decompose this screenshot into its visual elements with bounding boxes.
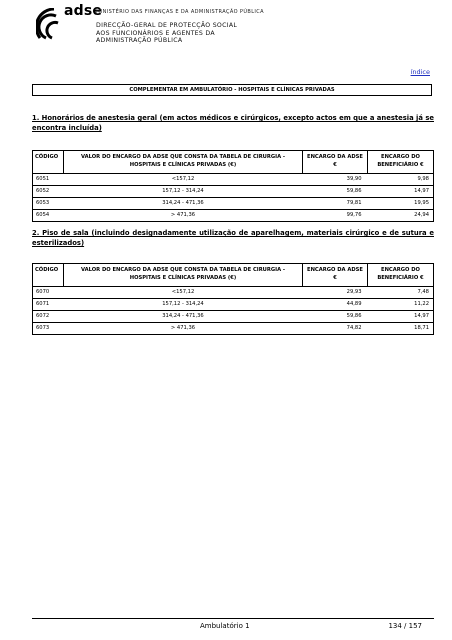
- table-row: 6054 > 471,36 99,76 24,94: [33, 210, 434, 222]
- footer-section-name: Ambulatório 1: [200, 622, 250, 630]
- table-anesthesia: [32, 150, 434, 222]
- table-row: 6053 314,24 - 471,36 79,81 19,95: [33, 198, 434, 210]
- table-row: 6071 157,12 - 314,24 44,89 11,22: [33, 299, 434, 311]
- table-row: 6052 157,12 - 314,24 59,86 14,97: [33, 186, 434, 198]
- col-adse: ENCARGO DA ADSE €: [303, 264, 368, 287]
- col-code: CÓDIGO: [33, 151, 64, 174]
- table-row: 6072 314,24 - 471,36 59,86 14,97: [33, 311, 434, 323]
- col-beneficiary: ENCARGO DO BENEFICIÁRIO €: [368, 264, 434, 287]
- section-banner: COMPLEMENTAR EM AMBULATÓRIO - HOSPITAIS E CLÍNICAS PRIVADAS: [32, 84, 432, 96]
- col-code: CÓDIGO: [33, 264, 64, 287]
- directorate-name: DIRECÇÃO-GERAL DE PROTECÇÃO SOCIAL AOS FUNCIONÁRIOS E AGENTES DA ADMINISTRAÇÃO PÚBLICA: [96, 22, 238, 45]
- section-2-heading: 2. Piso de sala (incluindo designadamente utilização de aparelhagem, materiais cirúrgico e de sutura e esterilizados): [32, 229, 434, 247]
- table-row: 6070 <157,12 29,93 7,48: [33, 287, 434, 299]
- table-row: 6051 <157,12 39,90 9,98: [33, 174, 434, 186]
- brand-name: adse: [64, 3, 103, 19]
- col-adse: ENCARGO DA ADSE €: [303, 151, 368, 174]
- adse-logo-icon: [36, 8, 62, 46]
- index-link[interactable]: índice: [410, 68, 430, 76]
- col-beneficiary: ENCARGO DO BENEFICIÁRIO €: [368, 151, 434, 174]
- table-row: 6073 > 471,36 74,82 18,71: [33, 323, 434, 335]
- footer-divider: [32, 618, 434, 619]
- footer-page-number: 134 / 157: [388, 622, 422, 630]
- col-range: VALOR DO ENCARGO DA ADSE QUE CONSTA DA TABELA DE CIRURGIA - HOSPITAIS E CLÍNICAS PRIVADAS (€): [64, 264, 303, 287]
- table-room-fee: [32, 263, 434, 335]
- ministry-name: MINISTÉRIO DAS FINANÇAS E DA ADMINISTRAÇÃO PÚBLICA: [96, 9, 264, 15]
- col-range: VALOR DO ENCARGO DA ADSE QUE CONSTA DA TABELA DE CIRURGIA - HOSPITAIS E CLÍNICAS PRIVADAS (€): [64, 151, 303, 174]
- section-1-heading: 1. Honorários de anestesia geral (em actos médicos e cirúrgicos, excepto actos em que a anestesia já se encontra incluída): [32, 114, 434, 132]
